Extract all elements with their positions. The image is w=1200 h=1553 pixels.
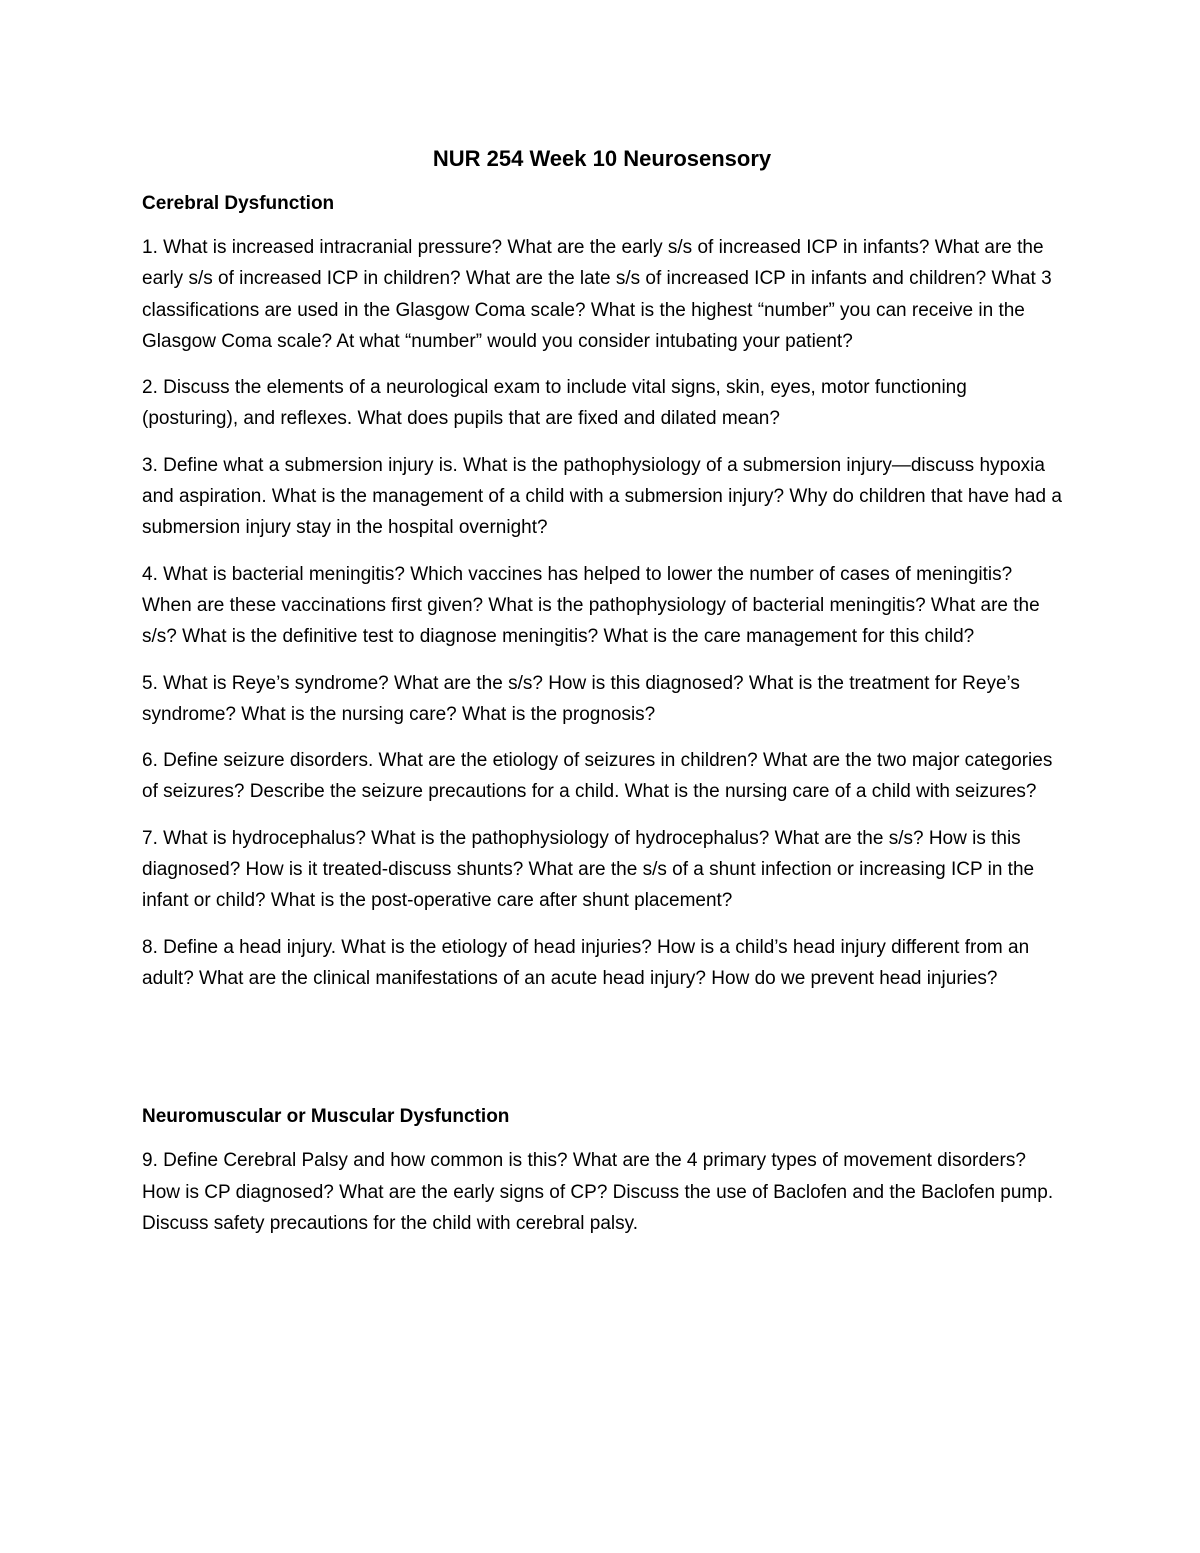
question-7: 7. What is hydrocephalus? What is the pathophysiology of hydrocephalus? What are the s/s? How is this diagnosed? How is it treated-discuss shunts? What are the s/s of a shunt infection or increasing ICP in the infant or child? What is the post-operative care after shunt placement? [142,827,1035,912]
question-6: 6. Define seizure disorders. What are the etiology of seizures in children? What are the two major categories of seizures? Describe the seizure precautions for a child. What is the nursing care of a child with seizures? [142,750,1053,803]
section-heading: Neuromuscular or Muscular Dysfunction [142,1106,510,1128]
section-cerebral-dysfunction [142,190,1062,994]
section-heading: Cerebral Dysfunction [142,193,335,214]
document-title: NUR 254 Week 10 Neurosensory [432,146,772,171]
question-4: 4. What is bacterial meningitis? Which vaccines has helped to lower the number of cases of meningitis? When are these vaccinations first given? What is the pathophysiology of bacterial meningitis? What are the s/s? What is the definitive test to diagnose meningitis? What is the care management for this child? [142,563,1040,648]
question-8: 8. Define a head injury. What is the etiology of head injuries? How is a child’s head injury different from an adult? What are the clinical manifestations of an acute head injury? How do we prevent head injuries? [142,936,1030,989]
question-5: 5. What is Reye’s syndrome? What are the s/s? How is this diagnosed? What is the treatment for Reye’s syndrome? What is the nursing care? What is the prognosis? [142,672,1020,725]
question-3: 3. Define what a submersion injury is. What is the pathophysiology of a submersion injury—discuss hypoxia and aspiration. What is the management of a child with a submersion injury? Why do children that have had a submersion injury stay in the hospital overnight? [142,454,1062,539]
question-9: 9. Define Cerebral Palsy and how common is this? What are the 4 primary types of movement disorders? How is CP diagnosed? What are the early signs of CP? Discuss the use of Baclofen and the Baclofen pump. Discuss safety precautions for the child with cerebral palsy. [142,1150,1054,1234]
section-neuromuscular-dysfunction [142,1103,1062,1239]
question-1: 1. What is increased intracranial pressure? What are the early s/s of increased ICP in infants? What are the early s/s of increased ICP in children? What are the late s/s of increased ICP in infants and children? What 3 classifications are used in the Glasgow Coma scale? What is the highest “number” you can receive in the Glasgow Coma scale? At what “number” would you consider intubating your patient? [142,237,1052,352]
document-page [142,144,1062,1254]
question-2: 2. Discuss the elements of a neurological exam to include vital signs, skin, eyes, motor functioning (posturing), and reflexes. What does pupils that are fixed and dilated mean? [142,377,967,430]
section-spacer [142,1009,1062,1103]
